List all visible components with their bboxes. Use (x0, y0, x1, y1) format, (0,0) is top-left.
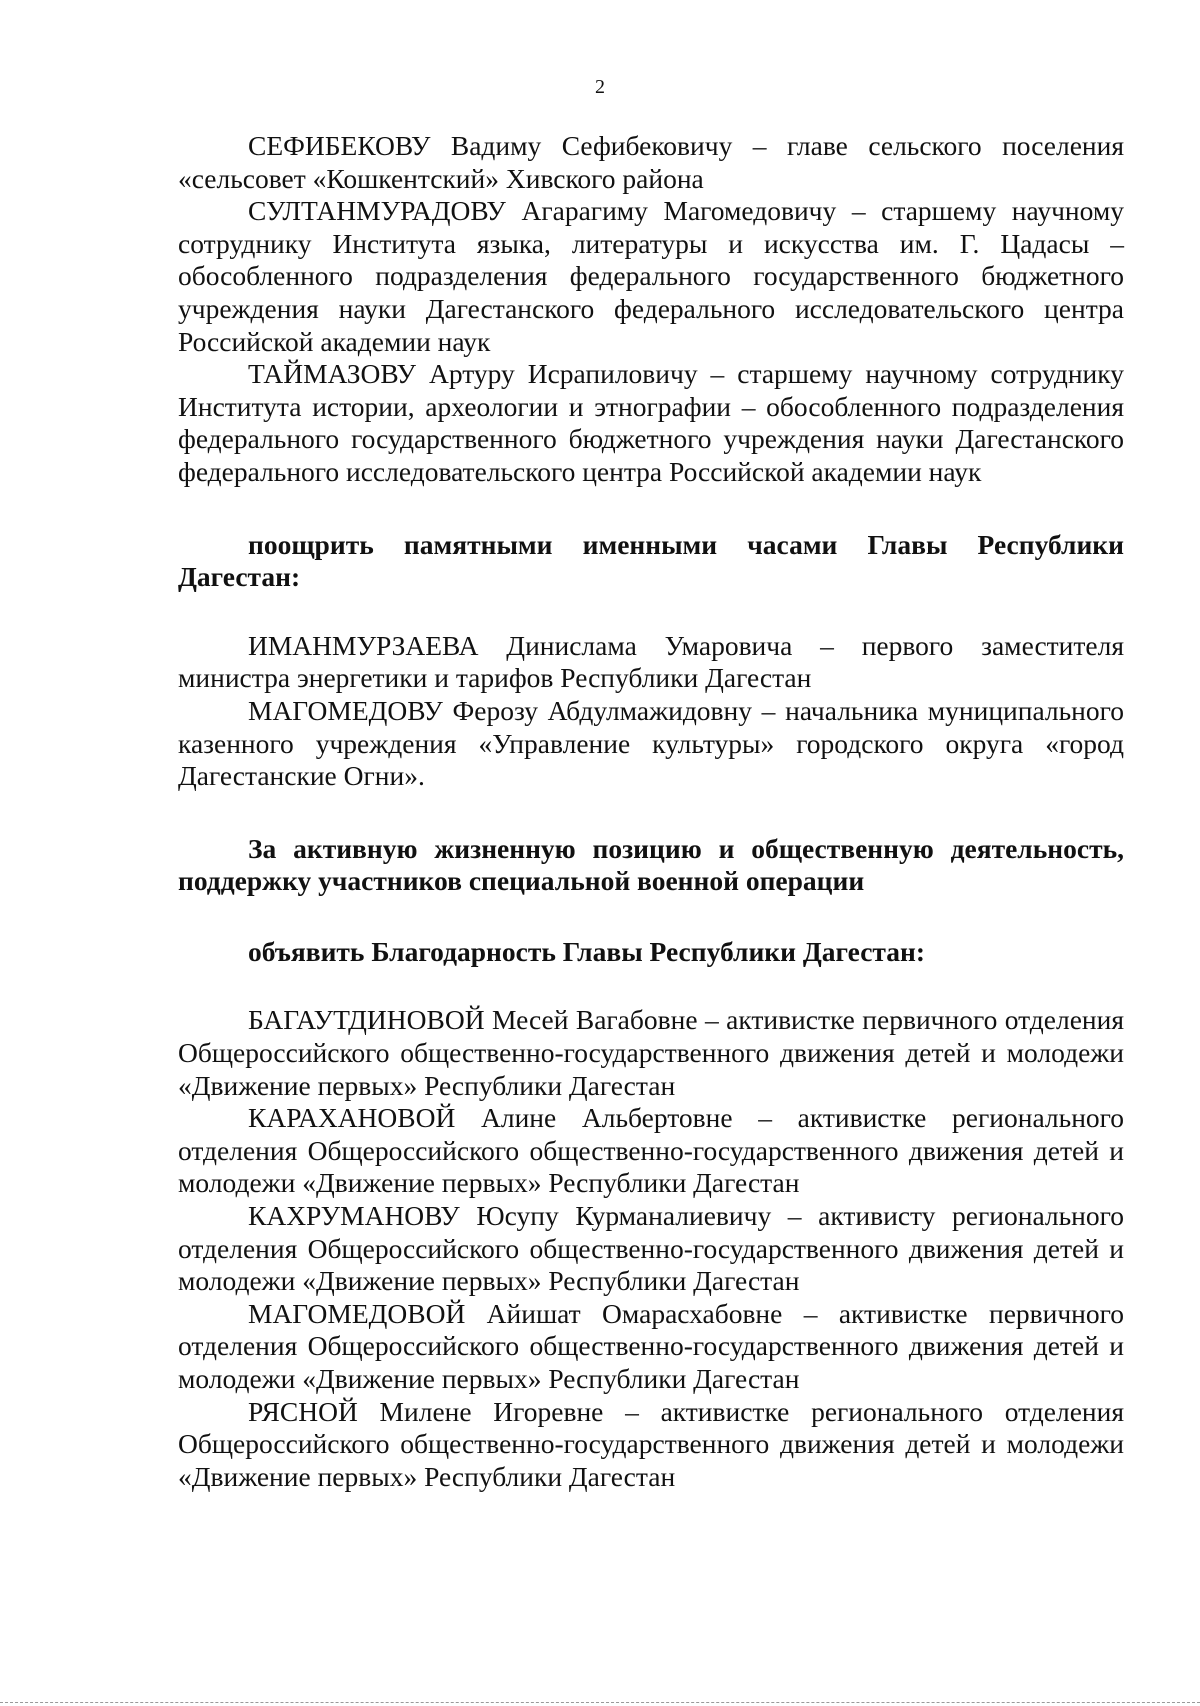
award-entry: ТАЙМАЗОВУ Артуру Исрапиловичу – старшему научному сотруднику Института истории, археологии и этнографии – обособленного подразделения федерального государственного бюджетного учреждения науки Дагестанского федерального исследовательского центра Российской академии наук (178, 358, 1124, 487)
spacer (178, 489, 1124, 529)
page-number: 2 (595, 76, 605, 98)
award-entry: СУЛТАНМУРАДОВУ Агарагиму Магомедовичу – старшему научному сотруднику Института языка, литературы и искусства им. Г. Цадасы – обособленного подразделения федерального государственного бюджетного учреждения науки Дагестанского федерального исследовательского центра Российской академии наук (178, 195, 1124, 357)
award-entry: БАГАУТДИНОВОЙ Месей Вагабовне – активистке первичного отделения Общероссийского общественно-государственного движения детей и молодежи «Движение первых» Республики Дагестан (178, 1004, 1124, 1101)
section-heading-gratitude: объявить Благодарность Главы Республики Дагестан: (248, 935, 926, 967)
spacer (178, 594, 1124, 630)
scan-edge-line (0, 1702, 1200, 1703)
section-reason: За активную жизненную позицию и общественную деятельность, поддержку участников специальной военной операции (178, 832, 1124, 897)
award-entry: ИМАНМУРЗАЕВА Динислама Умаровича – первого заместителя министра энергетики и тарифов Республики Дагестан (178, 629, 1124, 694)
award-entry: МАГОМЕДОВУ Ферозу Абдулмажидовну – начальника муниципального казенного учреждения «Управление культуры» городского округа «город Дагестанские Огни». (178, 694, 1124, 792)
award-entry: СЕФИБЕКОВУ Вадиму Сефибековичу – главе сельского поселения «сельсовет «Кошкентский» Хивского района (178, 130, 1124, 194)
spacer (178, 968, 1124, 1004)
award-entry: МАГОМЕДОВОЙ Айишат Омарасхабовне – активистке первичного отделения Общероссийского общественно-государственного движения детей и молодежи «Движение первых» Республики Дагестан (178, 1297, 1124, 1394)
award-entry: РЯСНОЙ Милене Игоревне – активистке регионального отделения Общероссийского общественно-государственного движения детей и молодежи «Движение первых» Республики Дагестан (178, 1395, 1124, 1492)
award-entry: КАХРУМАНОВУ Юсупу Курманалиевичу – активисту регионального отделения Общероссийского общественно-государственного движения детей и молодежи «Движение первых» Республики Дагестан (178, 1200, 1124, 1297)
document-body (178, 130, 1124, 1493)
section-heading-watches: поощрить памятными именными часами Главы Республики Дагестан: (178, 528, 1124, 593)
award-entry: КАРАХАНОВОЙ Алине Альбертовне – активистке регионального отделения Общероссийского общественно-государственного движения детей и молодежи «Движение первых» Республики Дагестан (178, 1102, 1124, 1199)
spacer (178, 793, 1124, 833)
spacer (178, 898, 1124, 936)
